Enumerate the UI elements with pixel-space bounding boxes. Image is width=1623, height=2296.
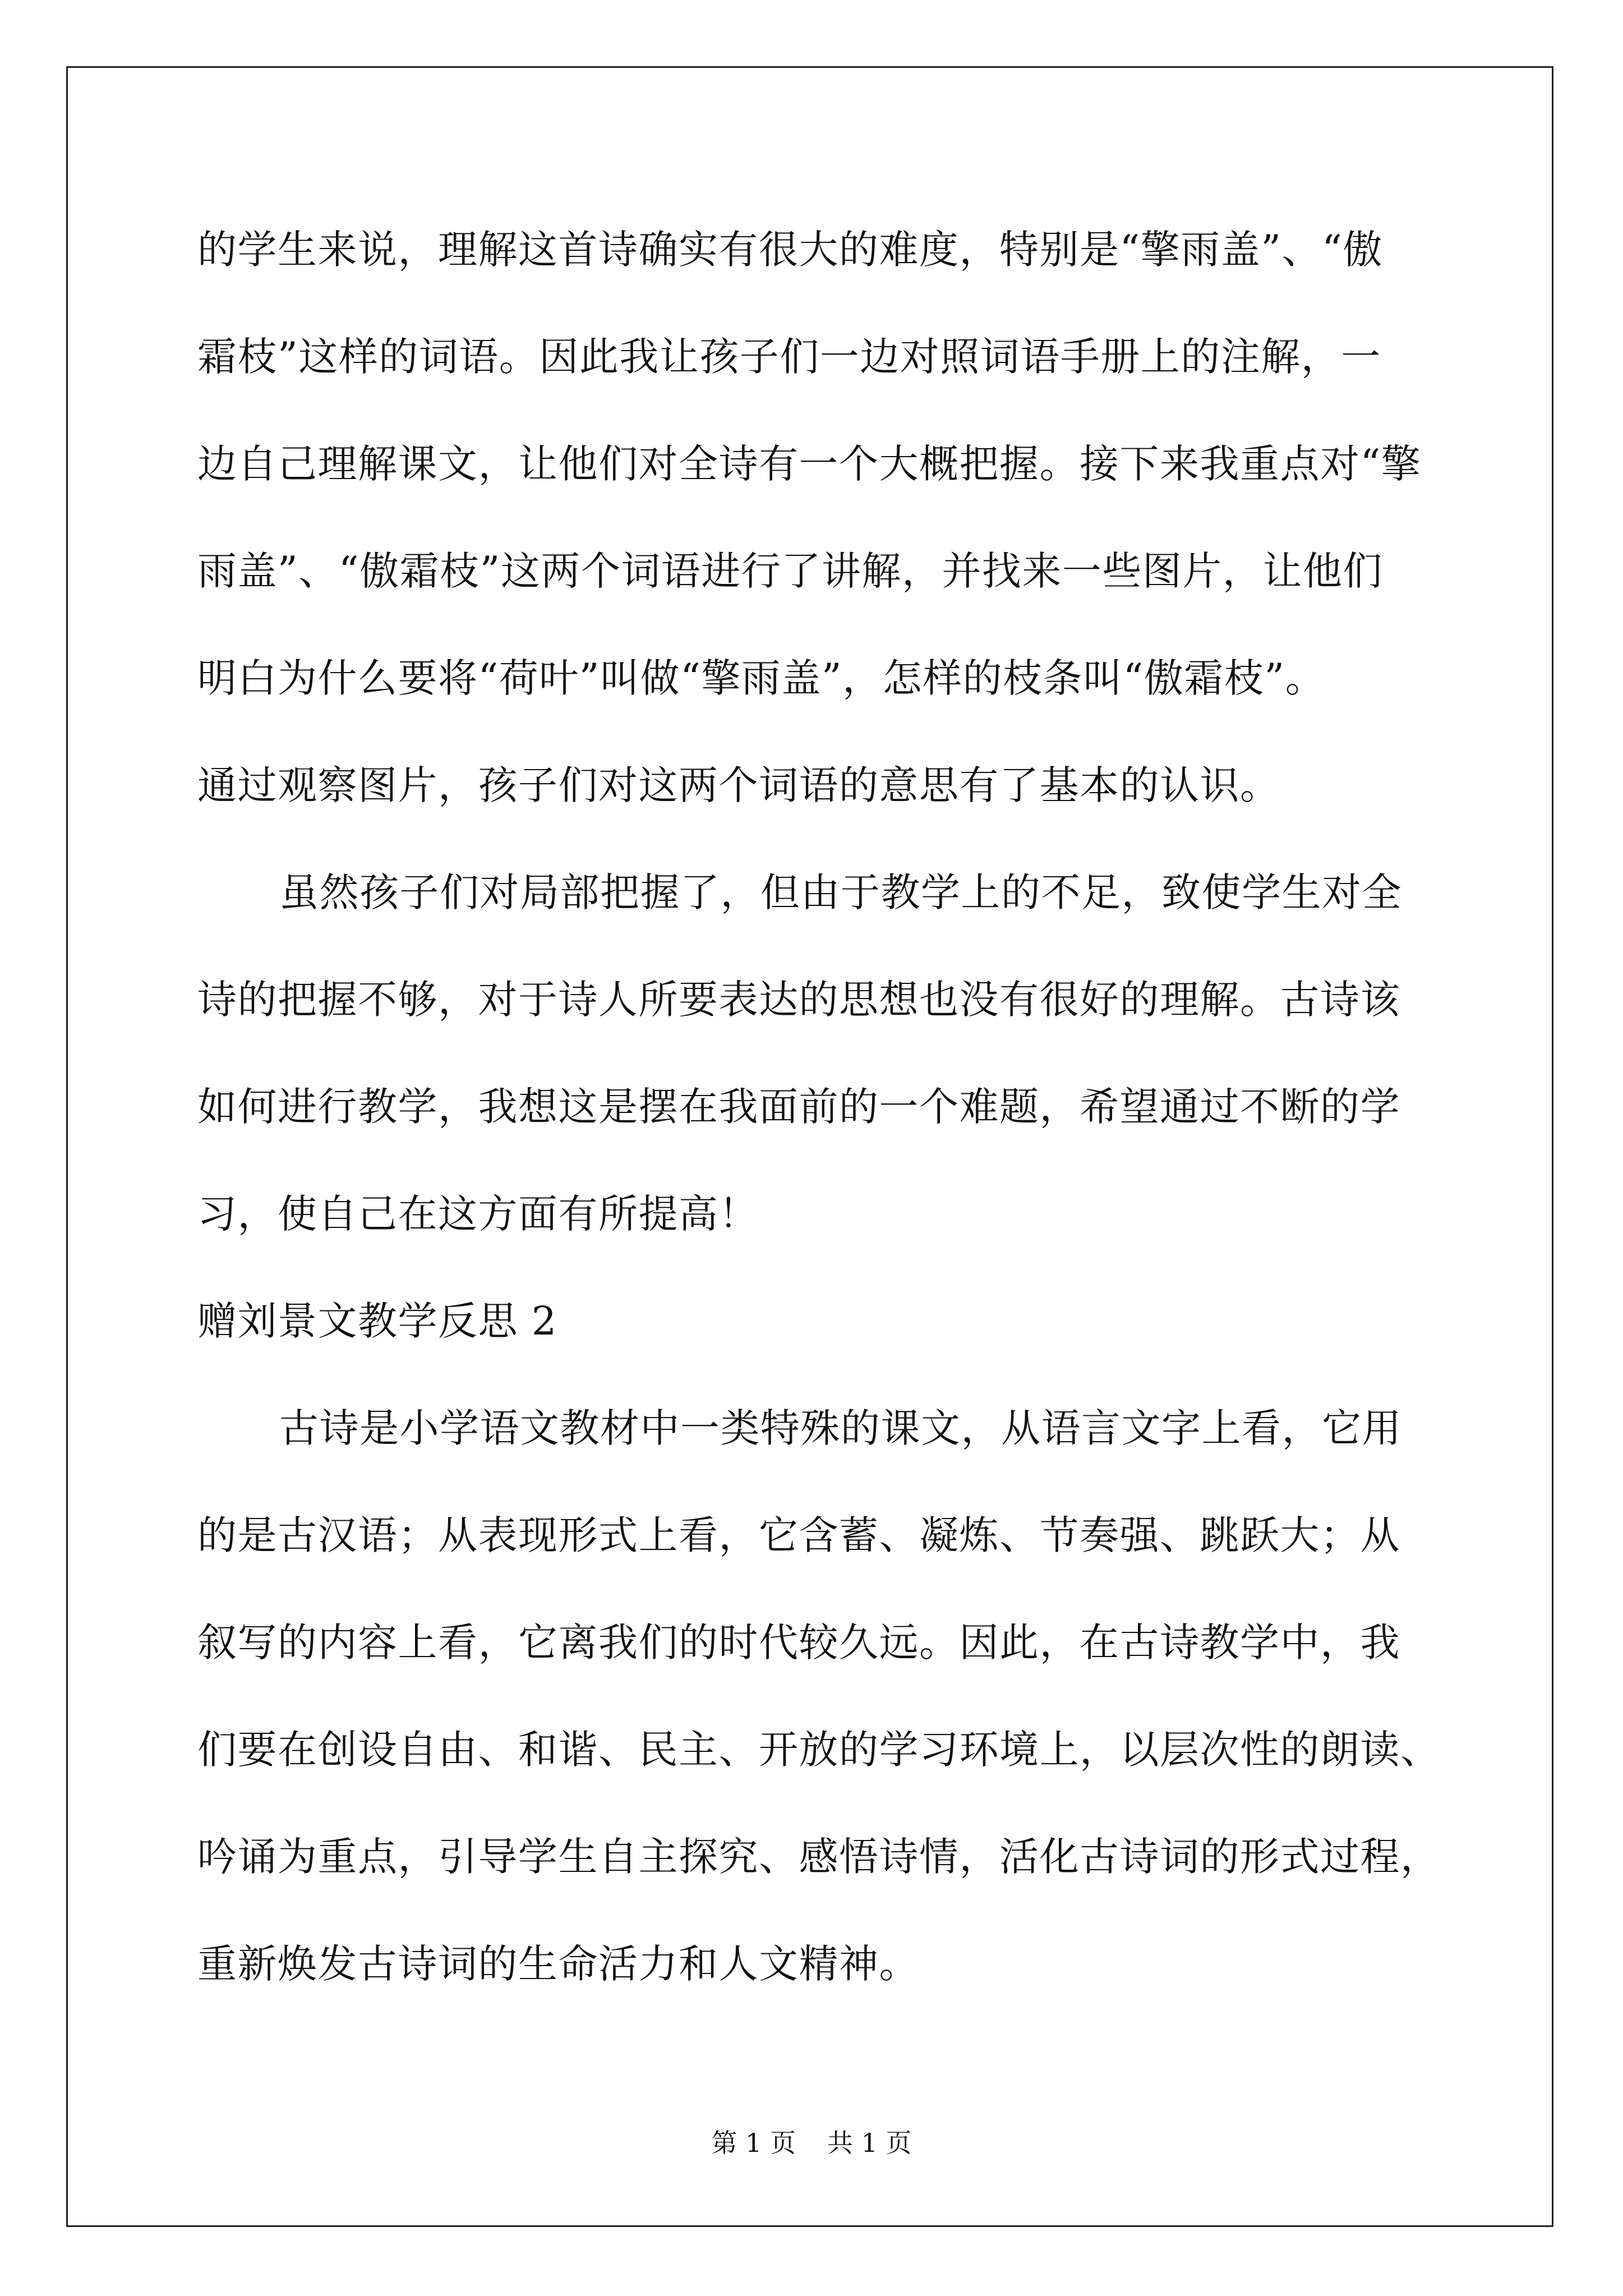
text-line: 虽然孩子们对局部把握了，但由于教学上的不足，致使学生对全 bbox=[279, 869, 1402, 915]
page-footer bbox=[0, 2126, 1623, 2160]
text-line: 们要在创设自由、和谐、民主、开放的学习环境上，以层次性的朗读、 bbox=[197, 1727, 1441, 1773]
paragraph-2 bbox=[197, 850, 1459, 1279]
text-line: 通过观察图片，孩子们对这两个词语的意思有了基本的认识。 bbox=[197, 762, 1280, 808]
paragraph-3 bbox=[197, 1386, 1459, 2029]
paragraph-1 bbox=[197, 208, 1459, 850]
text-line: 叙写的内容上看，它离我们的时代较久远。因此，在古诗教学中，我 bbox=[197, 1619, 1400, 1665]
text-line: 习，使自己在这方面有所提高！ bbox=[197, 1191, 759, 1237]
text-line: 的是古汉语；从表现形式上看，它含蓄、凝炼、节奏强、跳跃大；从 bbox=[197, 1512, 1400, 1558]
text-line: 古诗是小学语文教材中一类特殊的课文，从语言文字上看，它用 bbox=[279, 1405, 1402, 1451]
text-line: 吟诵为重点，引导学生自主探究、感悟诗情，活化古诗词的形式过程， bbox=[197, 1834, 1441, 1880]
text-line: 边自己理解课文，让他们对全诗有一个大概把握。接下来我重点对“擎 bbox=[197, 441, 1422, 487]
section-heading: 赠刘景文教学反思 2 bbox=[197, 1298, 557, 1344]
page-number: 第 1 页 bbox=[711, 2128, 796, 2158]
text-line: 雨盖”、“傲霜枝”这两个词语进行了讲解，并找来一些图片，让他们 bbox=[197, 548, 1383, 594]
page-total: 共 1 页 bbox=[827, 2128, 912, 2158]
text-line: 霜枝”这样的词语。因此我让孩子们一边对照词语手册上的注解，一 bbox=[197, 334, 1381, 380]
text-line: 明白为什么要将“荷叶”叫做“擎雨盖”，怎样的枝条叫“傲霜枝”。 bbox=[197, 655, 1326, 701]
text-line: 的学生来说，理解这首诗确实有很大的难度，特别是“擎雨盖”、“傲 bbox=[197, 227, 1383, 273]
text-line: 诗的把握不够，对于诗人所要表达的思想也没有很好的理解。古诗该 bbox=[197, 977, 1400, 1023]
text-line: 如何进行教学，我想这是摆在我面前的一个难题，希望通过不断的学 bbox=[197, 1084, 1400, 1130]
text-line: 重新焕发古诗词的生命活力和人文精神。 bbox=[197, 1941, 919, 1987]
document-body bbox=[197, 208, 1459, 2029]
